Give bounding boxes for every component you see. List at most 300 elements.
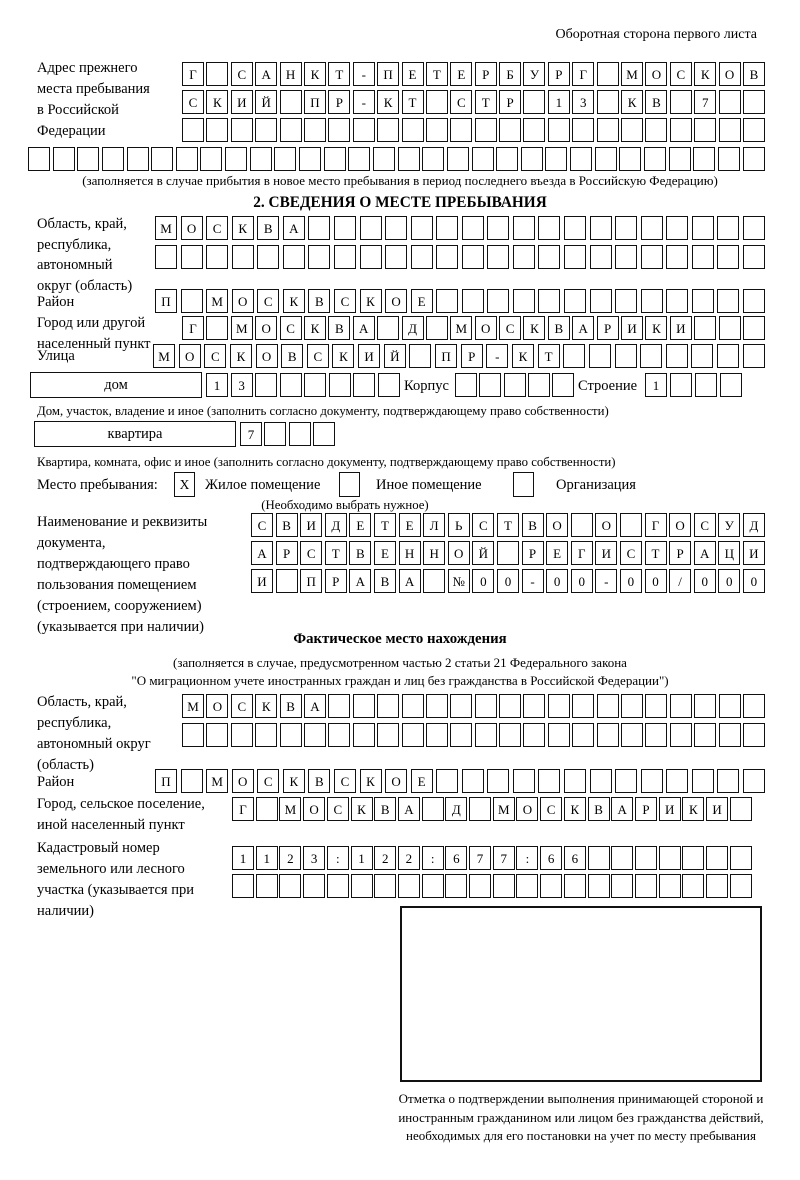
- char-cell[interactable]: В: [522, 513, 544, 537]
- char-cell[interactable]: [694, 316, 716, 340]
- char-cell[interactable]: [353, 118, 375, 142]
- char-cell[interactable]: [523, 694, 545, 718]
- char-cell[interactable]: [256, 797, 278, 821]
- char-cell[interactable]: [232, 874, 254, 898]
- char-cell[interactable]: 1: [548, 90, 570, 114]
- char-cell[interactable]: [620, 513, 642, 537]
- char-cell[interactable]: [615, 216, 637, 240]
- char-cell[interactable]: Ь: [448, 513, 470, 537]
- char-cell[interactable]: А: [251, 541, 273, 565]
- char-cell[interactable]: [615, 344, 637, 368]
- char-cell[interactable]: [182, 723, 204, 747]
- char-cell[interactable]: С: [251, 513, 273, 537]
- char-cell[interactable]: [377, 694, 399, 718]
- char-cell[interactable]: [353, 723, 375, 747]
- char-cell[interactable]: [334, 216, 356, 240]
- char-cell[interactable]: [499, 118, 521, 142]
- char-cell[interactable]: [564, 289, 586, 313]
- char-cell[interactable]: [455, 373, 477, 397]
- char-cell[interactable]: 2: [279, 846, 301, 870]
- char-cell[interactable]: К: [304, 316, 326, 340]
- char-cell[interactable]: Д: [402, 316, 424, 340]
- char-cell[interactable]: К: [360, 769, 382, 793]
- char-cell[interactable]: Е: [399, 513, 421, 537]
- char-cell[interactable]: Е: [402, 62, 424, 86]
- char-cell[interactable]: [743, 147, 765, 171]
- char-cell[interactable]: [411, 245, 433, 269]
- char-cell[interactable]: В: [645, 90, 667, 114]
- char-cell[interactable]: 0: [645, 569, 667, 593]
- char-cell[interactable]: [436, 245, 458, 269]
- char-cell[interactable]: В: [276, 513, 298, 537]
- char-cell[interactable]: [644, 147, 666, 171]
- char-cell[interactable]: [181, 769, 203, 793]
- char-cell[interactable]: С: [206, 216, 228, 240]
- char-cell[interactable]: 7: [694, 90, 716, 114]
- char-cell[interactable]: К: [332, 344, 354, 368]
- char-cell[interactable]: А: [283, 216, 305, 240]
- char-cell[interactable]: [743, 90, 765, 114]
- char-cell[interactable]: М: [493, 797, 515, 821]
- char-cell[interactable]: И: [743, 541, 765, 565]
- char-cell[interactable]: К: [283, 769, 305, 793]
- char-cell[interactable]: И: [300, 513, 322, 537]
- char-cell[interactable]: [730, 797, 752, 821]
- char-cell[interactable]: [635, 874, 657, 898]
- char-cell[interactable]: [717, 769, 739, 793]
- char-cell[interactable]: [670, 373, 692, 397]
- char-cell[interactable]: И: [251, 569, 273, 593]
- char-cell[interactable]: 7: [469, 846, 491, 870]
- char-cell[interactable]: [206, 245, 228, 269]
- char-cell[interactable]: В: [308, 769, 330, 793]
- char-cell[interactable]: В: [374, 797, 396, 821]
- char-cell[interactable]: [552, 373, 574, 397]
- char-cell[interactable]: [670, 694, 692, 718]
- char-cell[interactable]: С: [327, 797, 349, 821]
- char-cell[interactable]: В: [281, 344, 303, 368]
- char-cell[interactable]: [274, 147, 296, 171]
- char-cell[interactable]: [641, 216, 663, 240]
- char-cell[interactable]: [398, 147, 420, 171]
- char-cell[interactable]: [719, 723, 741, 747]
- char-cell[interactable]: [462, 289, 484, 313]
- char-cell[interactable]: [540, 874, 562, 898]
- char-cell[interactable]: М: [450, 316, 472, 340]
- char-cell[interactable]: [692, 245, 714, 269]
- char-cell[interactable]: [619, 147, 641, 171]
- char-cell[interactable]: Р: [276, 541, 298, 565]
- char-cell[interactable]: П: [300, 569, 322, 593]
- char-cell[interactable]: [666, 289, 688, 313]
- char-cell[interactable]: [572, 118, 594, 142]
- char-cell[interactable]: [611, 874, 633, 898]
- char-cell[interactable]: [513, 289, 535, 313]
- char-cell[interactable]: [563, 344, 585, 368]
- char-cell[interactable]: О: [232, 289, 254, 313]
- char-cell[interactable]: [426, 694, 448, 718]
- char-cell[interactable]: Г: [232, 797, 254, 821]
- char-cell[interactable]: [564, 874, 586, 898]
- char-cell[interactable]: М: [182, 694, 204, 718]
- char-cell[interactable]: [645, 694, 667, 718]
- stay-type-checkbox-other[interactable]: [339, 472, 360, 497]
- char-cell[interactable]: [513, 216, 535, 240]
- char-cell[interactable]: О: [385, 289, 407, 313]
- char-cell[interactable]: [523, 723, 545, 747]
- char-cell[interactable]: К: [304, 62, 326, 86]
- char-cell[interactable]: [572, 694, 594, 718]
- char-cell[interactable]: [590, 289, 612, 313]
- char-cell[interactable]: [694, 118, 716, 142]
- char-cell[interactable]: [564, 216, 586, 240]
- char-cell[interactable]: [499, 723, 521, 747]
- char-cell[interactable]: [411, 216, 433, 240]
- char-cell[interactable]: [694, 694, 716, 718]
- char-cell[interactable]: 7: [493, 846, 515, 870]
- char-cell[interactable]: [743, 723, 765, 747]
- char-cell[interactable]: [329, 373, 351, 397]
- char-cell[interactable]: О: [255, 316, 277, 340]
- char-cell[interactable]: [719, 118, 741, 142]
- char-cell[interactable]: [151, 147, 173, 171]
- char-cell[interactable]: 1: [645, 373, 667, 397]
- char-cell[interactable]: К: [377, 90, 399, 114]
- char-cell[interactable]: О: [475, 316, 497, 340]
- char-cell[interactable]: [334, 245, 356, 269]
- char-cell[interactable]: С: [620, 541, 642, 565]
- char-cell[interactable]: М: [206, 769, 228, 793]
- char-cell[interactable]: [666, 769, 688, 793]
- char-cell[interactable]: [590, 245, 612, 269]
- char-cell[interactable]: И: [621, 316, 643, 340]
- char-cell[interactable]: А: [255, 62, 277, 86]
- char-cell[interactable]: Р: [669, 541, 691, 565]
- char-cell[interactable]: И: [706, 797, 728, 821]
- char-cell[interactable]: С: [670, 62, 692, 86]
- char-cell[interactable]: Й: [384, 344, 406, 368]
- char-cell[interactable]: К: [512, 344, 534, 368]
- char-cell[interactable]: 3: [231, 373, 253, 397]
- char-cell[interactable]: 3: [303, 846, 325, 870]
- char-cell[interactable]: Г: [571, 541, 593, 565]
- char-cell[interactable]: А: [572, 316, 594, 340]
- char-cell[interactable]: Н: [399, 541, 421, 565]
- char-cell[interactable]: К: [621, 90, 643, 114]
- char-cell[interactable]: Р: [475, 62, 497, 86]
- char-cell[interactable]: С: [307, 344, 329, 368]
- char-cell[interactable]: [264, 422, 286, 446]
- char-cell[interactable]: [641, 289, 663, 313]
- char-cell[interactable]: С: [694, 513, 716, 537]
- char-cell[interactable]: Г: [182, 62, 204, 86]
- char-cell[interactable]: [621, 118, 643, 142]
- char-cell[interactable]: С: [334, 289, 356, 313]
- char-cell[interactable]: 0: [546, 569, 568, 593]
- char-cell[interactable]: Т: [475, 90, 497, 114]
- char-cell[interactable]: К: [645, 316, 667, 340]
- char-cell[interactable]: [231, 118, 253, 142]
- char-cell[interactable]: [450, 118, 472, 142]
- char-cell[interactable]: 6: [540, 846, 562, 870]
- char-cell[interactable]: [719, 694, 741, 718]
- char-cell[interactable]: [348, 147, 370, 171]
- char-cell[interactable]: [257, 245, 279, 269]
- char-cell[interactable]: 1: [256, 846, 278, 870]
- char-cell[interactable]: [717, 216, 739, 240]
- char-cell[interactable]: О: [669, 513, 691, 537]
- char-cell[interactable]: [280, 373, 302, 397]
- char-cell[interactable]: [548, 694, 570, 718]
- char-cell[interactable]: [499, 694, 521, 718]
- char-cell[interactable]: [597, 62, 619, 86]
- char-cell[interactable]: [102, 147, 124, 171]
- char-cell[interactable]: [304, 118, 326, 142]
- char-cell[interactable]: [564, 769, 586, 793]
- char-cell[interactable]: [475, 118, 497, 142]
- char-cell[interactable]: Р: [499, 90, 521, 114]
- char-cell[interactable]: [426, 316, 448, 340]
- char-cell[interactable]: [615, 289, 637, 313]
- char-cell[interactable]: 2: [398, 846, 420, 870]
- char-cell[interactable]: [426, 90, 448, 114]
- char-cell[interactable]: [564, 245, 586, 269]
- char-cell[interactable]: [548, 118, 570, 142]
- char-cell[interactable]: [181, 289, 203, 313]
- char-cell[interactable]: [487, 769, 509, 793]
- char-cell[interactable]: С: [334, 769, 356, 793]
- char-cell[interactable]: :: [327, 846, 349, 870]
- char-cell[interactable]: [595, 147, 617, 171]
- char-cell[interactable]: М: [279, 797, 301, 821]
- char-cell[interactable]: В: [743, 62, 765, 86]
- char-cell[interactable]: С: [450, 90, 472, 114]
- char-cell[interactable]: [385, 245, 407, 269]
- char-cell[interactable]: [426, 118, 448, 142]
- char-cell[interactable]: 1: [232, 846, 254, 870]
- char-cell[interactable]: [378, 373, 400, 397]
- char-cell[interactable]: [717, 245, 739, 269]
- char-cell[interactable]: [77, 147, 99, 171]
- char-cell[interactable]: [706, 874, 728, 898]
- char-cell[interactable]: [200, 147, 222, 171]
- char-cell[interactable]: И: [358, 344, 380, 368]
- char-cell[interactable]: [445, 874, 467, 898]
- char-cell[interactable]: [743, 289, 765, 313]
- char-cell[interactable]: [545, 147, 567, 171]
- char-cell[interactable]: [523, 118, 545, 142]
- char-cell[interactable]: [645, 118, 667, 142]
- char-cell[interactable]: [597, 118, 619, 142]
- char-cell[interactable]: П: [304, 90, 326, 114]
- char-cell[interactable]: Д: [325, 513, 347, 537]
- char-cell[interactable]: [717, 289, 739, 313]
- char-cell[interactable]: С: [472, 513, 494, 537]
- char-cell[interactable]: [706, 846, 728, 870]
- char-cell[interactable]: 6: [564, 846, 586, 870]
- char-cell[interactable]: [206, 316, 228, 340]
- char-cell[interactable]: [513, 245, 535, 269]
- char-cell[interactable]: [695, 373, 717, 397]
- char-cell[interactable]: Т: [328, 62, 350, 86]
- char-cell[interactable]: Е: [450, 62, 472, 86]
- char-cell[interactable]: [225, 147, 247, 171]
- char-cell[interactable]: О: [595, 513, 617, 537]
- char-cell[interactable]: [206, 62, 228, 86]
- char-cell[interactable]: Р: [635, 797, 657, 821]
- char-cell[interactable]: -: [522, 569, 544, 593]
- char-cell[interactable]: [479, 373, 501, 397]
- char-cell[interactable]: [621, 694, 643, 718]
- char-cell[interactable]: [462, 245, 484, 269]
- char-cell[interactable]: И: [659, 797, 681, 821]
- char-cell[interactable]: Н: [423, 541, 445, 565]
- char-cell[interactable]: [669, 147, 691, 171]
- char-cell[interactable]: [597, 694, 619, 718]
- char-cell[interactable]: Р: [548, 62, 570, 86]
- char-cell[interactable]: [462, 769, 484, 793]
- char-cell[interactable]: [635, 846, 657, 870]
- char-cell[interactable]: [328, 723, 350, 747]
- char-cell[interactable]: И: [231, 90, 253, 114]
- char-cell[interactable]: [276, 569, 298, 593]
- stay-type-checkbox-organization[interactable]: [513, 472, 534, 497]
- char-cell[interactable]: [280, 723, 302, 747]
- char-cell[interactable]: К: [682, 797, 704, 821]
- char-cell[interactable]: [353, 373, 375, 397]
- char-cell[interactable]: А: [611, 797, 633, 821]
- char-cell[interactable]: К: [694, 62, 716, 86]
- char-cell[interactable]: [538, 216, 560, 240]
- char-cell[interactable]: 0: [472, 569, 494, 593]
- char-cell[interactable]: [670, 90, 692, 114]
- char-cell[interactable]: А: [349, 569, 371, 593]
- char-cell[interactable]: 2: [374, 846, 396, 870]
- char-cell[interactable]: [377, 316, 399, 340]
- char-cell[interactable]: К: [351, 797, 373, 821]
- char-cell[interactable]: [691, 344, 713, 368]
- char-cell[interactable]: [493, 874, 515, 898]
- char-cell[interactable]: [597, 723, 619, 747]
- char-cell[interactable]: [693, 147, 715, 171]
- char-cell[interactable]: [472, 147, 494, 171]
- char-cell[interactable]: Т: [374, 513, 396, 537]
- char-cell[interactable]: /: [669, 569, 691, 593]
- char-cell[interactable]: В: [548, 316, 570, 340]
- char-cell[interactable]: Р: [597, 316, 619, 340]
- char-cell[interactable]: К: [255, 694, 277, 718]
- char-cell[interactable]: В: [349, 541, 371, 565]
- char-cell[interactable]: [447, 147, 469, 171]
- char-cell[interactable]: -: [595, 569, 617, 593]
- char-cell[interactable]: [588, 846, 610, 870]
- char-cell[interactable]: Е: [349, 513, 371, 537]
- char-cell[interactable]: К: [360, 289, 382, 313]
- char-cell[interactable]: Е: [411, 769, 433, 793]
- char-cell[interactable]: [176, 147, 198, 171]
- char-cell[interactable]: 6: [445, 846, 467, 870]
- char-cell[interactable]: [402, 694, 424, 718]
- char-cell[interactable]: [422, 874, 444, 898]
- char-cell[interactable]: :: [516, 846, 538, 870]
- char-cell[interactable]: [308, 216, 330, 240]
- char-cell[interactable]: [469, 874, 491, 898]
- char-cell[interactable]: [279, 874, 301, 898]
- char-cell[interactable]: 0: [718, 569, 740, 593]
- char-cell[interactable]: [513, 769, 535, 793]
- char-cell[interactable]: [590, 769, 612, 793]
- char-cell[interactable]: [374, 874, 396, 898]
- char-cell[interactable]: [327, 874, 349, 898]
- char-cell[interactable]: С: [182, 90, 204, 114]
- char-cell[interactable]: П: [155, 289, 177, 313]
- char-cell[interactable]: [250, 147, 272, 171]
- char-cell[interactable]: [641, 769, 663, 793]
- char-cell[interactable]: А: [304, 694, 326, 718]
- char-cell[interactable]: [462, 216, 484, 240]
- char-cell[interactable]: К: [283, 289, 305, 313]
- char-cell[interactable]: [692, 216, 714, 240]
- char-cell[interactable]: 0: [694, 569, 716, 593]
- char-cell[interactable]: [666, 216, 688, 240]
- char-cell[interactable]: 3: [572, 90, 594, 114]
- char-cell[interactable]: Р: [461, 344, 483, 368]
- char-cell[interactable]: С: [231, 62, 253, 86]
- char-cell[interactable]: С: [204, 344, 226, 368]
- char-cell[interactable]: [289, 422, 311, 446]
- char-cell[interactable]: [182, 118, 204, 142]
- char-cell[interactable]: №: [448, 569, 470, 593]
- char-cell[interactable]: О: [179, 344, 201, 368]
- char-cell[interactable]: [497, 541, 519, 565]
- char-cell[interactable]: [682, 874, 704, 898]
- char-cell[interactable]: П: [155, 769, 177, 793]
- char-cell[interactable]: [641, 245, 663, 269]
- char-cell[interactable]: [436, 289, 458, 313]
- char-cell[interactable]: [377, 118, 399, 142]
- char-cell[interactable]: [409, 344, 431, 368]
- char-cell[interactable]: [528, 373, 550, 397]
- char-cell[interactable]: -: [353, 90, 375, 114]
- char-cell[interactable]: Е: [546, 541, 568, 565]
- char-cell[interactable]: О: [303, 797, 325, 821]
- char-cell[interactable]: Т: [538, 344, 560, 368]
- char-cell[interactable]: [398, 874, 420, 898]
- char-cell[interactable]: [743, 694, 765, 718]
- char-cell[interactable]: [659, 874, 681, 898]
- char-cell[interactable]: [127, 147, 149, 171]
- char-cell[interactable]: [743, 769, 765, 793]
- char-cell[interactable]: [304, 723, 326, 747]
- char-cell[interactable]: [666, 344, 688, 368]
- char-cell[interactable]: [743, 216, 765, 240]
- char-cell[interactable]: [720, 373, 742, 397]
- char-cell[interactable]: [611, 846, 633, 870]
- char-cell[interactable]: [422, 147, 444, 171]
- char-cell[interactable]: Й: [472, 541, 494, 565]
- char-cell[interactable]: [402, 118, 424, 142]
- char-cell[interactable]: [640, 344, 662, 368]
- char-cell[interactable]: [717, 344, 739, 368]
- char-cell[interactable]: Е: [411, 289, 433, 313]
- char-cell[interactable]: [719, 316, 741, 340]
- char-cell[interactable]: С: [231, 694, 253, 718]
- char-cell[interactable]: О: [232, 769, 254, 793]
- char-cell[interactable]: [353, 694, 375, 718]
- char-cell[interactable]: Т: [497, 513, 519, 537]
- char-cell[interactable]: О: [719, 62, 741, 86]
- char-cell[interactable]: О: [645, 62, 667, 86]
